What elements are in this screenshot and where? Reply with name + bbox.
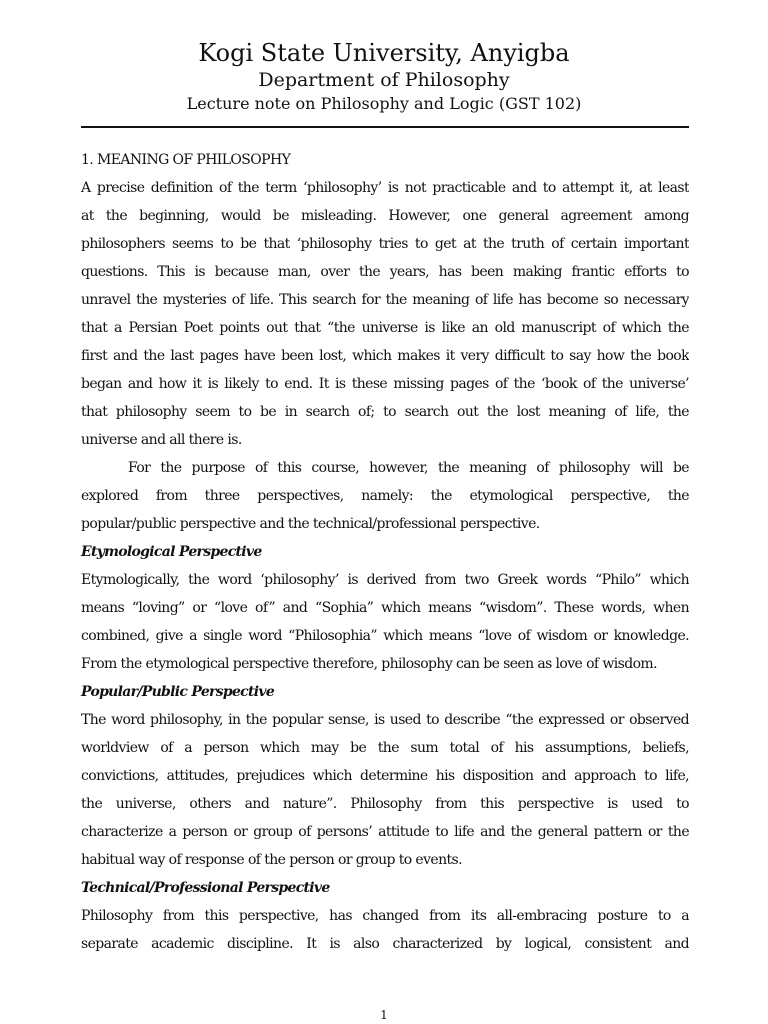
popular-heading: Popular/Public Perspective [81, 684, 275, 700]
text-line: began and how it is likely to end. It is these missing pages of the ‘book of the universe’ [81, 376, 689, 392]
paragraph-1 [81, 174, 689, 454]
text-line: Philosophy from this perspective, has changed from its all-embracing posture to a [81, 908, 689, 924]
text-line: worldview of a person which may be the sum total of his assumptions, beliefs, [81, 740, 689, 756]
text-line: Etymologically, the word ‘philosophy’ is derived from two Greek words “Philo” which [81, 572, 689, 588]
lecture-title: Lecture note on Philosophy and Logic (GST 102) [186, 94, 582, 113]
text-line: unravel the mysteries of life. This search for the meaning of life has become so necessary [81, 292, 689, 308]
text-line: characterize a person or group of persons’ attitude to life and the general pattern or the [81, 824, 689, 840]
university-title: Kogi State University, Anyigba [198, 39, 570, 67]
text-line: popular/public perspective and the technical/professional perspective. [81, 516, 540, 532]
text-line: explored from three perspectives, namely: the etymological perspective, the [81, 488, 689, 504]
text-line: combined, give a single word “Philosophia” which means “love of wisdom or knowledge. [81, 628, 689, 644]
text-line: From the etymological perspective therefore, philosophy can be seen as love of wisdom. [81, 656, 657, 672]
text-line: means “loving” or “love of” and “Sophia” which means “wisdom”. These words, when [81, 600, 689, 616]
text-line: that a Persian Poet points out that “the universe is like an old manuscript of which the [81, 320, 689, 336]
text-line: The word philosophy, in the popular sense, is used to describe “the expressed or observed [81, 712, 689, 728]
text-line: habitual way of response of the person or group to events. [81, 852, 462, 868]
text-line: the universe, others and nature”. Philosophy from this perspective is used to [81, 796, 689, 812]
text-line: questions. This is because man, over the years, has been making frantic efforts to [81, 264, 689, 280]
popular-paragraph [81, 706, 689, 874]
technical-heading: Technical/Professional Perspective [81, 880, 330, 896]
document-header [80, 38, 688, 115]
text-line: philosophers seems to be that ‘philosophy tries to get at the truth of certain important [81, 236, 689, 252]
etymological-heading: Etymological Perspective [81, 544, 262, 560]
header-divider [81, 126, 689, 128]
etymological-paragraph [81, 566, 689, 678]
text-line: universe and all there is. [81, 432, 242, 448]
text-line: first and the last pages have been lost, which makes it very difficult to say how the book [81, 348, 689, 364]
text-line: A precise definition of the term ‘philosophy’ is not practicable and to attempt it, at least [81, 180, 689, 196]
text-line: that philosophy seem to be in search of; to search out the lost meaning of life, the [81, 404, 689, 420]
section-title: 1. MEANING OF PHILOSOPHY [81, 152, 291, 168]
text-line: convictions, attitudes, prejudices which determine his disposition and approach to life, [81, 768, 689, 784]
text-line: separate academic discipline. It is also characterized by logical, consistent and [81, 936, 689, 952]
paragraph-2 [81, 454, 689, 538]
text-line: For the purpose of this course, however, the meaning of philosophy will be [128, 460, 689, 476]
document-body [81, 146, 689, 958]
text-line: at the beginning, would be misleading. However, one general agreement among [81, 208, 689, 224]
page-number: 1 [380, 1008, 388, 1022]
technical-paragraph [81, 902, 689, 958]
department-title: Department of Philosophy [258, 69, 510, 91]
